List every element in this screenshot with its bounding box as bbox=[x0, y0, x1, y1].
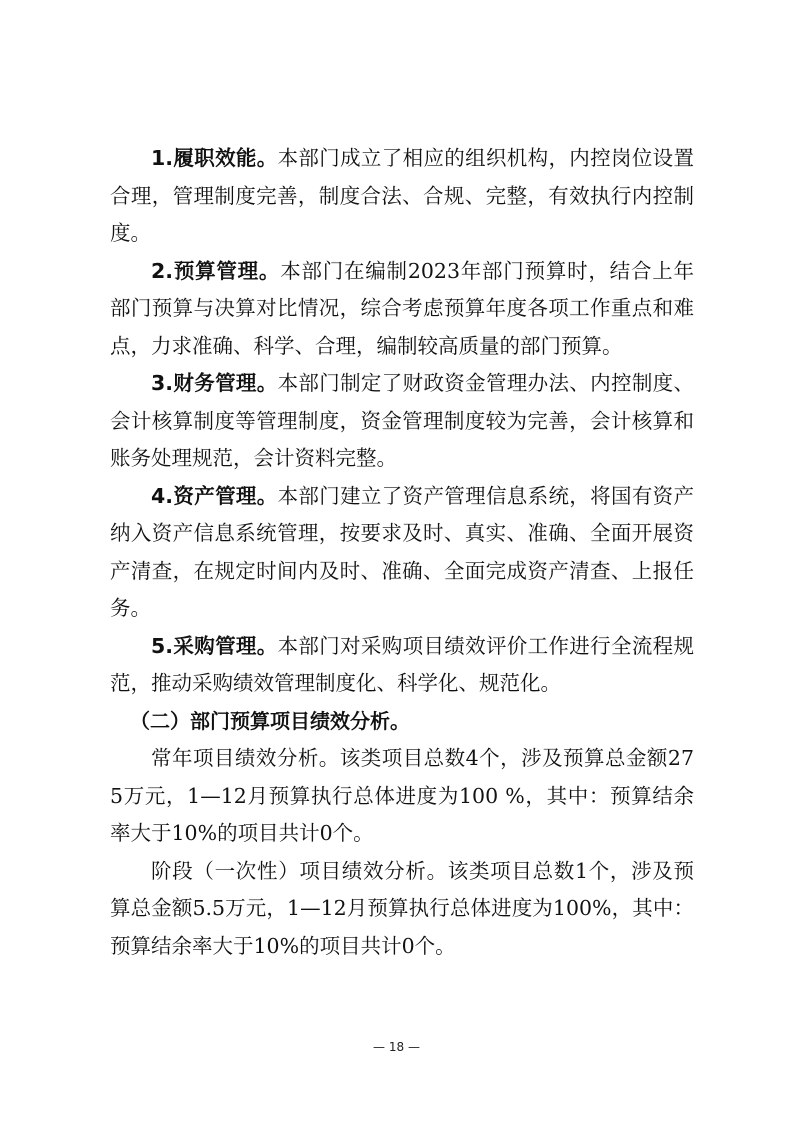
paragraph-one-time-projects: 阶段（一次性）项目绩效分析。该类项目总数1个，涉及预算总金额5.5万元，1—12月预算执行总体进度为100%，其中：预算结余率大于10%的项目共计0个。 bbox=[110, 858, 694, 958]
item-2-lead: 2.预算管理。 bbox=[151, 258, 281, 283]
document-body bbox=[110, 140, 694, 965]
item-3-lead: 3.财务管理。 bbox=[151, 371, 278, 395]
page-number: — 18 — bbox=[373, 1040, 420, 1054]
paragraph-regular-projects: 常年项目绩效分析。该类项目总数4个，涉及预算总金额275万元，1—12月预算执行总体进度为100 %，其中：预算结余率大于10%的项目共计0个。 bbox=[110, 746, 694, 845]
section-heading: （二）部门预算项目绩效分析。 bbox=[130, 708, 410, 733]
item-3 bbox=[110, 365, 694, 478]
item-4-text: 本部门建立了资产管理信息系统，将国有资产纳入资产信息系统管理，按要求及时、真实、准确、全面开展资产清查，在规定时间内及时、准确、全面完成资产清查、上报任务。 bbox=[110, 483, 694, 620]
item-3-text: 本部门制定了财政资金管理办法、内控制度、会计核算制度等管理制度，资金管理制度较为完善，会计核算和账务处理规范，会计资料完整。 bbox=[110, 371, 694, 470]
item-5-text: 本部门对采购项目绩效评价工作进行全流程规范，推动采购绩效管理制度化、科学化、规范化。 bbox=[110, 633, 694, 695]
item-4-lead: 4.资产管理。 bbox=[151, 483, 278, 508]
item-1-text: 本部门成立了相应的组织机构，内控岗位设置合理，管理制度完善，制度合法、合规、完整，有效执行内控制度。 bbox=[110, 146, 694, 245]
item-5 bbox=[110, 628, 694, 703]
item-4 bbox=[110, 478, 694, 628]
item-2-text: 本部门在编制2023年部门预算时，结合上年部门预算与决算对比情况，综合考虑预算年度各项工作重点和难点，力求准确、科学、合理，编制较高质量的部门预算。 bbox=[110, 258, 694, 358]
item-5-lead: 5.采购管理。 bbox=[151, 633, 278, 658]
item-2 bbox=[110, 253, 694, 366]
item-1 bbox=[110, 140, 694, 253]
item-1-lead: 1.履职效能。 bbox=[151, 146, 278, 170]
